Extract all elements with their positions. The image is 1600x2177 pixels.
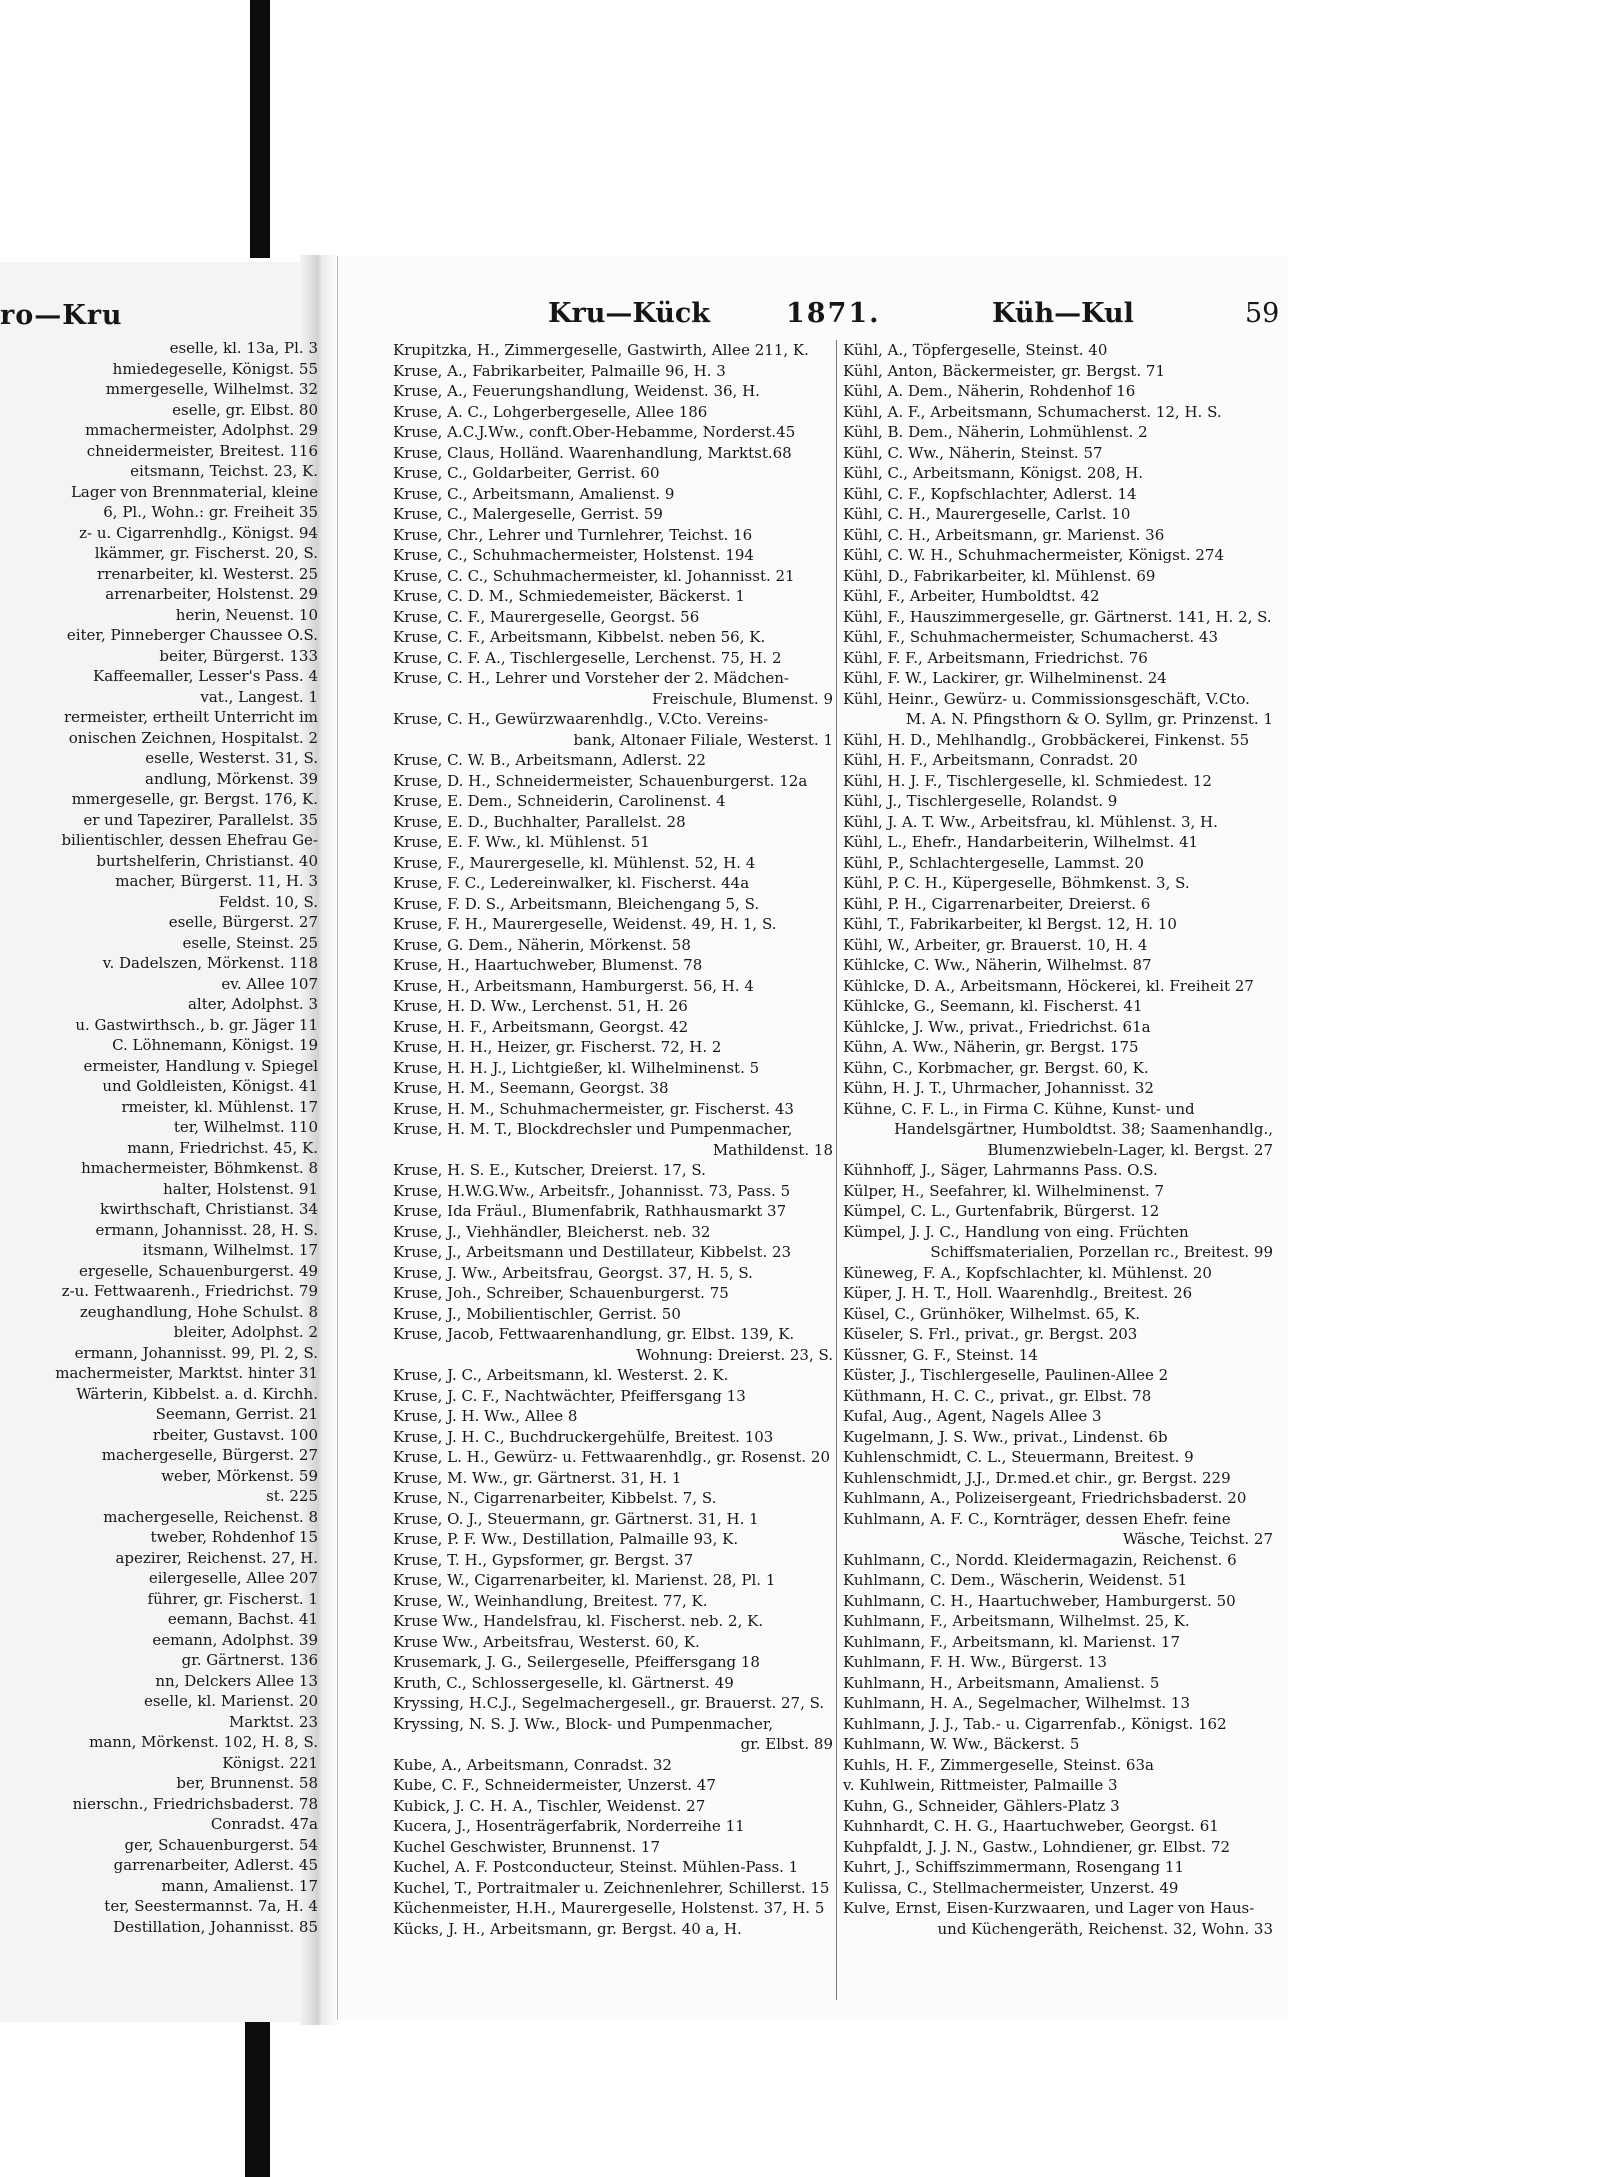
directory-entry: Kühl, D., Fabrikarbeiter, kl. Mühlenst. 69 xyxy=(843,566,1156,585)
running-head-middle: Kru—Kück xyxy=(548,298,710,329)
directory-entry: Kuchel, T., Portraitmaler u. Zeichnenlehrer, Schillerst. 15 xyxy=(393,1878,830,1897)
directory-entry: Kruse, Chr., Lehrer und Turnlehrer, Teichst. 16 xyxy=(393,525,753,544)
directory-entry: ter, Seestermannst. 7a, H. 4 xyxy=(104,1897,318,1915)
directory-entry: Kruse, C. F., Arbeitsmann, Kibbelst. neben 56, K. xyxy=(393,628,766,646)
directory-entry: Kühl, W., Arbeiter, gr. Brauerst. 10, H. 4 xyxy=(843,935,1148,954)
directory-entry: Kühl, H. D., Mehlhandlg., Grobbäckerei, Finkenst. 55 xyxy=(843,730,1250,749)
directory-entry: Feldst. 10, S. xyxy=(218,892,318,911)
directory-entry: und Goldleisten, Königst. 41 xyxy=(102,1077,318,1095)
directory-entry: M. A. N. Pfingsthorn & O. Syllm, gr. Prinzenst. 1 xyxy=(905,710,1273,728)
directory-column-middle xyxy=(393,340,833,1939)
directory-entry: Kühl, Heinr., Gewürz- u. Commissionsgeschäft, V.Cto. xyxy=(843,689,1250,708)
binding-strip-top xyxy=(250,0,270,258)
running-head-year: 1871. xyxy=(786,298,881,329)
directory-entry: Kruse, F., Maurergeselle, kl. Mühlenst. 52, H. 4 xyxy=(393,853,756,872)
directory-entry: Kruse, J. C. F., Nachtwächter, Pfeiffersgang 13 xyxy=(393,1386,746,1405)
directory-entry: Kühnhoff, J., Säger, Lahrmanns Pass. O.S. xyxy=(843,1161,1158,1179)
directory-entry: Kruse, O. J., Steuermann, gr. Gärtnerst. 31, H. 1 xyxy=(393,1509,759,1528)
directory-entry: Marktst. 23 xyxy=(229,1712,318,1731)
directory-entry: garrenarbeiter, Adlerst. 45 xyxy=(113,1856,318,1874)
left-page-header: ro—Kru xyxy=(0,300,123,331)
directory-entry: Kruse, C. D. M., Schmiedemeister, Bäckerst. 1 xyxy=(393,587,745,605)
directory-entry: Kühlcke, J. Ww., privat., Friedrichst. 61a xyxy=(843,1017,1151,1036)
directory-entry: Kühlcke, C. Ww., Näherin, Wilhelmst. 87 xyxy=(843,956,1152,974)
directory-entry: u. Gastwirthsch., b. gr. Jäger 11 xyxy=(75,1015,318,1034)
directory-entry: Kruse, A. C., Lohgerbergeselle, Allee 186 xyxy=(393,402,708,421)
directory-entry: Kühl, F., Schuhmachermeister, Schumacherst. 43 xyxy=(843,628,1219,646)
directory-entry: bilientischler, dessen Ehefrau Ge- xyxy=(61,831,318,849)
directory-entry: Lager von Brennmaterial, kleine xyxy=(70,482,318,501)
directory-entry: Handelsgärtner, Humboldtst. 38; Saamenhandlg., xyxy=(894,1120,1273,1138)
directory-entry: Freischule, Blumenst. 9 xyxy=(652,689,833,708)
directory-entry: Kuhlmann, F., Arbeitsmann, kl. Marienst. 17 xyxy=(843,1632,1181,1651)
directory-entry: ermann, Johannisst. 99, Pl. 2, S. xyxy=(74,1343,318,1362)
directory-entry: rrenarbeiter, kl. Westerst. 25 xyxy=(97,564,318,583)
directory-entry: Kühl, C. H., Arbeitsmann, gr. Marienst. 36 xyxy=(843,525,1165,544)
directory-entry: Kümpel, C. L., Gurtenfabrik, Bürgerst. 12 xyxy=(843,1202,1160,1220)
directory-entry: machergeselle, Reichenst. 8 xyxy=(103,1507,318,1526)
directory-column-right xyxy=(843,340,1273,1939)
directory-entry: eselle, Bürgerst. 27 xyxy=(168,913,318,931)
directory-entry: Kruse, A., Fabrikarbeiter, Palmaille 96, H. 3 xyxy=(393,361,726,380)
directory-entry: Kruse, C. H., Gewürzwaarenhdlg., V.Cto. Vereins- xyxy=(393,710,769,728)
directory-entry: Kruse, H. F., Arbeitsmann, Georgst. 42 xyxy=(393,1017,689,1036)
directory-entry: Kuhpfaldt, J. J. N., Gastw., Lohndiener, gr. Elbst. 72 xyxy=(843,1837,1231,1856)
directory-entry: bank, Altonaer Filiale, Westerst. 1 xyxy=(573,730,833,749)
directory-entry: Kühl, F., Arbeiter, Humboldtst. 42 xyxy=(843,587,1100,605)
directory-entry: Kulissa, C., Stellmachermeister, Unzerst. 49 xyxy=(843,1878,1179,1897)
directory-entry: Kruse, E. F. Ww., kl. Mühlenst. 51 xyxy=(393,833,650,851)
directory-entry: Kuhnhardt, C. H. G., Haartuchweber, Georgst. 61 xyxy=(843,1817,1219,1835)
directory-entry: Destillation, Johannisst. 85 xyxy=(113,1917,318,1936)
directory-entry: Kruse, M. Ww., gr. Gärtnerst. 31, H. 1 xyxy=(393,1468,682,1487)
directory-entry: Kuhn, G., Schneider, Gählers-Platz 3 xyxy=(843,1796,1120,1815)
directory-entry: eemann, Adolphst. 39 xyxy=(152,1630,318,1649)
left-page-column xyxy=(0,338,318,1937)
directory-entry: weber, Mörkenst. 59 xyxy=(161,1466,318,1485)
directory-entry: Kruse, H. D. Ww., Lerchenst. 51, H. 26 xyxy=(393,997,688,1015)
directory-entry: Kruse, C. W. B., Arbeitsmann, Adlerst. 22 xyxy=(393,751,706,769)
directory-entry: rermeister, ertheilt Unterricht im xyxy=(63,708,318,726)
directory-entry: eselle, gr. Elbst. 80 xyxy=(172,400,318,419)
directory-entry: halter, Holstenst. 91 xyxy=(163,1179,318,1198)
directory-entry: Krusemark, J. G., Seilergeselle, Pfeiffersgang 18 xyxy=(393,1653,760,1671)
directory-entry: Kruse, H. M., Seemann, Georgst. 38 xyxy=(393,1079,669,1097)
directory-entry: C. Löhnemann, Königst. 19 xyxy=(112,1036,318,1054)
directory-entry: Kühl, F. F., Arbeitsmann, Friedrichst. 76 xyxy=(843,648,1148,667)
directory-entry: Kruth, C., Schlossergeselle, kl. Gärtnerst. 49 xyxy=(393,1673,734,1692)
directory-entry: Blumenzwiebeln-Lager, kl. Bergst. 27 xyxy=(987,1140,1273,1159)
running-head-right: Küh—Kul xyxy=(992,298,1134,329)
directory-entry: Kruse, P. F. Ww., Destillation, Palmaille 93, K. xyxy=(393,1530,739,1548)
directory-entry: Kaffeemaller, Lesser's Pass. 4 xyxy=(93,667,318,685)
directory-entry: Kühl, T., Fabrikarbeiter, kl Bergst. 12, H. 10 xyxy=(843,915,1177,933)
directory-entry: v. Dadelszen, Mörkenst. 118 xyxy=(102,954,318,972)
directory-entry: mmergeselle, gr. Bergst. 176, K. xyxy=(71,790,318,808)
directory-entry: Kuchel Geschwister, Brunnenst. 17 xyxy=(393,1837,661,1856)
directory-entry: Kühl, J. A. T. Ww., Arbeitsfrau, kl. Mühlenst. 3, H. xyxy=(843,812,1218,831)
directory-entry: Kuhlmann, C. H., Haartuchweber, Hamburgerst. 50 xyxy=(843,1591,1236,1610)
directory-entry: Kühl, H. J. F., Tischlergeselle, kl. Schmiedest. 12 xyxy=(843,771,1212,790)
column-divider xyxy=(836,340,837,2000)
directory-entry: machergeselle, Bürgerst. 27 xyxy=(101,1446,318,1464)
directory-entry: v. Kuhlwein, Rittmeister, Palmaille 3 xyxy=(843,1776,1118,1794)
directory-entry: führer, gr. Fischerst. 1 xyxy=(147,1589,318,1608)
directory-entry: Kruse, H., Haartuchweber, Blumenst. 78 xyxy=(393,956,703,974)
directory-entry: mmergeselle, Wilhelmst. 32 xyxy=(105,380,318,398)
directory-entry: Kühl, P. C. H., Küpergeselle, Böhmkenst. 3, S. xyxy=(843,874,1190,892)
directory-entry: machermeister, Marktst. hinter 31 xyxy=(55,1364,318,1382)
directory-entry: nierschn., Friedrichsbaderst. 78 xyxy=(72,1794,318,1813)
directory-entry: Kuhlmann, A. F. C., Kornträger, dessen Ehefr. feine xyxy=(843,1509,1231,1528)
directory-entry: Kuhlenschmidt, C. L., Steuermann, Breitest. 9 xyxy=(843,1448,1194,1466)
directory-entry: hmachermeister, Böhmkenst. 8 xyxy=(81,1159,318,1177)
directory-entry: Kuhlmann, H. A., Segelmacher, Wilhelmst. 13 xyxy=(843,1694,1191,1712)
directory-entry: Kühn, A. Ww., Näherin, gr. Bergst. 175 xyxy=(843,1038,1139,1056)
directory-entry: Kruse, J., Arbeitsmann und Destillateur, Kibbelst. 23 xyxy=(393,1243,792,1261)
directory-entry: Kühl, P., Schlachtergeselle, Lammst. 20 xyxy=(843,853,1144,872)
directory-entry: Königst. 221 xyxy=(222,1753,318,1772)
directory-entry: Kruse, F. D. S., Arbeitsmann, Bleichengang 5, S. xyxy=(393,894,760,913)
directory-entry: eselle, kl. 13a, Pl. 3 xyxy=(169,339,318,357)
directory-entry: Kruse, E. D., Buchhalter, Parallelst. 28 xyxy=(393,812,686,831)
directory-entry: Kruse, T. H., Gypsformer, gr. Bergst. 37 xyxy=(393,1550,694,1569)
directory-entry: beiter, Bürgerst. 133 xyxy=(159,646,318,665)
directory-entry: st. 225 xyxy=(266,1487,318,1505)
directory-entry: Krupitzka, H., Zimmergeselle, Gastwirth, Allee 211, K. xyxy=(393,341,809,359)
directory-entry: Wärterin, Kibbelst. a. d. Kirchh. xyxy=(76,1384,318,1403)
directory-entry: Kühlcke, G., Seemann, kl. Fischerst. 41 xyxy=(843,997,1143,1015)
directory-entry: Kühl, A., Töpfergeselle, Steinst. 40 xyxy=(843,341,1108,359)
directory-entry: Kuhlmann, F., Arbeitsmann, Wilhelmst. 25, K. xyxy=(843,1612,1190,1630)
directory-entry: Kuhlmann, F. H. Ww., Bürgerst. 13 xyxy=(843,1653,1107,1671)
directory-entry: eiter, Pinneberger Chaussee O.S. xyxy=(66,626,318,644)
directory-entry: Kruse, E. Dem., Schneiderin, Carolinenst. 4 xyxy=(393,792,726,810)
directory-entry: Kruse, H. S. E., Kutscher, Dreierst. 17, S. xyxy=(393,1161,706,1179)
directory-entry: Küthmann, H. C. C., privat., gr. Elbst. 78 xyxy=(843,1386,1152,1405)
directory-entry: Kühl, F. W., Lackirer, gr. Wilhelminenst. 24 xyxy=(843,669,1167,687)
directory-entry: Wäsche, Teichst. 27 xyxy=(1122,1530,1273,1548)
directory-entry: herin, Neuenst. 10 xyxy=(175,605,318,624)
directory-entry: Kruse, C. H., Lehrer und Vorsteher der 2. Mädchen- xyxy=(393,669,789,687)
directory-entry: eitsmann, Teichst. 23, K. xyxy=(130,462,318,480)
directory-entry: vat., Langest. 1 xyxy=(200,687,318,706)
directory-entry: eselle, Steinst. 25 xyxy=(182,933,318,952)
directory-entry: mann, Mörkenst. 102, H. 8, S. xyxy=(89,1733,318,1751)
directory-entry: Kruse, W., Weinhandlung, Breitest. 77, K. xyxy=(393,1591,708,1610)
directory-entry: ergeselle, Schauenburgerst. 49 xyxy=(78,1261,318,1280)
directory-entry: Kruse, H., Arbeitsmann, Hamburgerst. 56, H. 4 xyxy=(393,976,754,995)
directory-entry: mmachermeister, Adolphst. 29 xyxy=(85,421,318,439)
directory-entry: Kühl, C., Arbeitsmann, Königst. 208, H. xyxy=(843,464,1143,482)
directory-entry: Kruse Ww., Arbeitsfrau, Westerst. 60, K. xyxy=(393,1632,700,1651)
directory-entry: Kruse, H.W.G.Ww., Arbeitsfr., Johannisst. 73, Pass. 5 xyxy=(393,1181,791,1200)
directory-entry: und Küchengeräth, Reichenst. 32, Wohn. 33 xyxy=(937,1919,1273,1938)
directory-entry: rmeister, kl. Mühlenst. 17 xyxy=(121,1097,318,1116)
directory-entry: eilergeselle, Allee 207 xyxy=(148,1569,318,1587)
directory-entry: Kühl, A. Dem., Näherin, Rohdenhof 16 xyxy=(843,382,1136,400)
directory-entry: Seemann, Gerrist. 21 xyxy=(155,1405,318,1423)
directory-entry: Kruse, H. M., Schuhmachermeister, gr. Fischerst. 43 xyxy=(393,1099,794,1118)
directory-entry: Kücks, J. H., Arbeitsmann, gr. Bergst. 40 a, H. xyxy=(393,1919,742,1938)
directory-entry: Kryssing, N. S. J. Ww., Block- und Pumpenmacher, xyxy=(393,1714,774,1733)
directory-entry: Kuhlmann, J. J., Tab.- u. Cigarrenfab., Königst. 162 xyxy=(843,1714,1227,1733)
directory-entry: Conradst. 47a xyxy=(210,1815,318,1833)
directory-entry: Kuhlmann, H., Arbeitsmann, Amalienst. 5 xyxy=(843,1673,1160,1692)
directory-entry: Küchenmeister, H.H., Maurergeselle, Holstenst. 37, H. 5 xyxy=(393,1899,825,1917)
directory-entry: Kühl, C. F., Kopfschlachter, Adlerst. 14 xyxy=(843,484,1137,503)
directory-entry: Kruse, F. C., Ledereinwalker, kl. Fischerst. 44a xyxy=(393,874,750,892)
directory-entry: Kuhlmann, C., Nordd. Kleidermagazin, Reichenst. 6 xyxy=(843,1550,1237,1569)
directory-entry: Kugelmann, J. S. Ww., privat., Lindenst. 6b xyxy=(843,1427,1168,1446)
directory-entry: Kruse, F. H., Maurergeselle, Weidenst. 49, H. 1, S. xyxy=(393,915,777,933)
directory-entry: Kruse, J. C., Arbeitsmann, kl. Westerst. 2. K. xyxy=(393,1366,729,1384)
directory-entry: Kruse, Ida Fräul., Blumenfabrik, Rathhausmarkt 37 xyxy=(393,1202,787,1220)
directory-entry: burtshelferin, Christianst. 40 xyxy=(96,851,318,870)
directory-entry: gr. Elbst. 89 xyxy=(740,1735,833,1753)
directory-entry: Kruse, J. H. C., Buchdruckergehülfe, Breitest. 103 xyxy=(393,1427,774,1446)
directory-entry: Schiffsmaterialien, Porzellan rc., Breitest. 99 xyxy=(930,1243,1273,1261)
directory-entry: Kruse, N., Cigarrenarbeiter, Kibbelst. 7, S. xyxy=(393,1489,717,1507)
directory-entry: Kühl, C. W. H., Schuhmachermeister, Königst. 274 xyxy=(843,546,1225,564)
directory-entry: Kruse, J. H. Ww., Allee 8 xyxy=(393,1407,578,1425)
directory-entry: Küster, J., Tischlergeselle, Paulinen-Allee 2 xyxy=(843,1366,1169,1384)
directory-entry: Kühl, L., Ehefr., Handarbeiterin, Wilhelmst. 41 xyxy=(843,833,1199,851)
directory-entry: Kruse, D. H., Schneidermeister, Schauenburgerst. 12a xyxy=(393,771,808,790)
background xyxy=(1287,0,1600,2177)
directory-entry: Kruse Ww., Handelsfrau, kl. Fischerst. neb. 2, K. xyxy=(393,1612,764,1630)
directory-entry: Kümpel, J. J. C., Handlung von eing. Früchten xyxy=(843,1222,1189,1241)
directory-entry: Küssner, G. F., Steinst. 14 xyxy=(843,1345,1038,1364)
directory-entry: Kruse, H. M. T., Blockdrechsler und Pumpenmacher, xyxy=(393,1120,793,1138)
directory-entry: Kuhls, H. F., Zimmergeselle, Steinst. 63a xyxy=(843,1755,1154,1774)
directory-entry: Kruse, C. C., Schuhmachermeister, kl. Johannisst. 21 xyxy=(393,566,795,585)
directory-entry: ber, Brunnenst. 58 xyxy=(176,1774,318,1792)
directory-entry: zeughandlung, Hohe Schulst. 8 xyxy=(79,1302,318,1321)
directory-entry: eemann, Bachst. 41 xyxy=(167,1610,318,1628)
directory-entry: Kruse, W., Cigarrenarbeiter, kl. Marienst. 28, Pl. 1 xyxy=(393,1571,776,1589)
directory-entry: Kuhlmann, C. Dem., Wäscherin, Weidenst. 51 xyxy=(843,1571,1188,1589)
directory-entry: Kruse, Joh., Schreiber, Schauenburgerst. 75 xyxy=(393,1284,729,1302)
directory-entry: ev. Allee 107 xyxy=(221,974,318,993)
directory-entry: Kühl, C. H., Maurergeselle, Carlst. 10 xyxy=(843,505,1131,523)
directory-entry: onischen Zeichnen, Hospitalst. 2 xyxy=(68,728,318,747)
directory-entry: Kruse, J., Viehhändler, Bleicherst. neb. 32 xyxy=(393,1222,711,1241)
directory-entry: Kühlcke, D. A., Arbeitsmann, Höckerei, kl. Freiheit 27 xyxy=(843,976,1254,995)
directory-entry: Kühl, F., Hauszimmergeselle, gr. Gärtnerst. 141, H. 2, S. xyxy=(843,607,1272,626)
directory-entry: ter, Wilhelmst. 110 xyxy=(173,1118,318,1136)
directory-entry: mann, Amalienst. 17 xyxy=(161,1876,318,1895)
directory-entry: bleiter, Adolphst. 2 xyxy=(173,1323,318,1341)
directory-entry: Kruse, J., Mobilientischler, Gerrist. 50 xyxy=(393,1304,681,1323)
directory-entry: er und Tapezirer, Parallelst. 35 xyxy=(83,810,318,829)
directory-entry: mann, Friedrichst. 45, K. xyxy=(127,1138,318,1157)
directory-entry: Wohnung: Dreierst. 23, S. xyxy=(636,1345,833,1364)
directory-entry: Kruse, C. F., Maurergeselle, Georgst. 56 xyxy=(393,607,700,626)
directory-entry: Kühl, H. F., Arbeitsmann, Conradst. 20 xyxy=(843,751,1138,769)
directory-entry: Kühl, C. Ww., Näherin, Steinst. 57 xyxy=(843,443,1103,462)
directory-entry: andlung, Mörkenst. 39 xyxy=(145,769,318,788)
directory-entry: Küsel, C., Grünhöker, Wilhelmst. 65, K. xyxy=(843,1304,1141,1323)
directory-entry: Kühne, C. F. L., in Firma C. Kühne, Kunst- und xyxy=(843,1099,1195,1118)
directory-entry: eselle, kl. Marienst. 20 xyxy=(143,1692,318,1710)
directory-entry: eselle, Westerst. 31, S. xyxy=(145,749,318,767)
directory-entry: Kruse, G. Dem., Näherin, Mörkenst. 58 xyxy=(393,935,691,954)
directory-entry: Kruse, A.C.J.Ww., conft.Ober-Hebamme, Norderst.45 xyxy=(393,423,796,441)
directory-entry: Küper, J. H. T., Holl. Waarenhdlg., Breitest. 26 xyxy=(843,1284,1193,1302)
directory-entry: ermeister, Handlung v. Spiegel xyxy=(83,1056,318,1075)
directory-entry: z-u. Fettwaarenh., Friedrichst. 79 xyxy=(61,1282,318,1300)
directory-entry: Kruse, Jacob, Fettwaarenhandlung, gr. Elbst. 139, K. xyxy=(393,1325,795,1343)
directory-entry: Kuhlmann, W. Ww., Bäckerst. 5 xyxy=(843,1735,1080,1753)
directory-entry: Külper, H., Seefahrer, kl. Wilhelminenst. 7 xyxy=(843,1181,1165,1200)
directory-entry: Kuhlenschmidt, J.J., Dr.med.et chir., gr. Bergst. 229 xyxy=(843,1468,1231,1487)
directory-entry: chneidermeister, Breitest. 116 xyxy=(86,441,318,460)
directory-entry: Kühl, A. F., Arbeitsmann, Schumacherst. 12, H. S. xyxy=(843,402,1222,421)
directory-entry: Kryssing, H.C.J., Segelmachergesell., gr. Brauerst. 27, S. xyxy=(393,1694,825,1712)
directory-entry: Kube, A., Arbeitsmann, Conradst. 32 xyxy=(393,1755,672,1774)
directory-entry: Kruse, C., Malergeselle, Gerrist. 59 xyxy=(393,505,663,523)
directory-entry: Kufal, Aug., Agent, Nagels Allee 3 xyxy=(843,1407,1102,1425)
directory-entry: z- u. Cigarrenhdlg., Königst. 94 xyxy=(79,523,318,542)
directory-entry: Kruse, H. H., Heizer, gr. Fischerst. 72, H. 2 xyxy=(393,1038,722,1056)
directory-entry: nn, Delckers Allee 13 xyxy=(155,1671,318,1690)
directory-entry: hmiedegeselle, Königst. 55 xyxy=(112,359,318,378)
directory-entry: Kruse, H. H. J., Lichtgießer, kl. Wilhelminenst. 5 xyxy=(393,1058,760,1077)
directory-entry: Kucera, J., Hosenträgerfabrik, Norderreihe 11 xyxy=(393,1817,745,1835)
directory-entry: Kühl, J., Tischlergeselle, Rolandst. 9 xyxy=(843,792,1118,810)
binding-strip-bottom xyxy=(245,2010,270,2177)
directory-entry: Kruse, C., Goldarbeiter, Gerrist. 60 xyxy=(393,464,660,482)
directory-entry: Kube, C. F., Schneidermeister, Unzerst. 47 xyxy=(393,1776,716,1794)
directory-entry: ermann, Johannisst. 28, H. S. xyxy=(95,1220,318,1239)
directory-entry: Kruse, L. H., Gewürz- u. Fettwaarenhdlg., gr. Rosenst. 20 xyxy=(393,1448,830,1466)
directory-entry: itsmann, Wilhelmst. 17 xyxy=(142,1241,318,1259)
directory-entry: Kruse, A., Feuerungshandlung, Weidenst. 36, H. xyxy=(393,382,760,400)
page-number: 59 xyxy=(1245,298,1280,329)
directory-entry: Küseler, S. Frl., privat., gr. Bergst. 203 xyxy=(843,1325,1138,1343)
directory-entry: rbeiter, Gustavst. 100 xyxy=(152,1425,318,1444)
directory-entry: Kubick, J. C. H. A., Tischler, Weidenst. 27 xyxy=(393,1796,706,1815)
directory-entry: Kuhlmann, A., Polizeisergeant, Friedrichsbaderst. 20 xyxy=(843,1489,1247,1507)
directory-entry: alter, Adolphst. 3 xyxy=(187,995,318,1013)
directory-entry: arrenarbeiter, Holstenst. 29 xyxy=(105,585,318,603)
directory-entry: Kruse, C., Schuhmachermeister, Holstenst. 194 xyxy=(393,546,754,564)
directory-entry: Kühn, C., Korbmacher, gr. Bergst. 60, K. xyxy=(843,1058,1149,1077)
directory-entry: 6, Pl., Wohn.: gr. Freiheit 35 xyxy=(103,503,318,521)
directory-entry: Küneweg, F. A., Kopfschlachter, kl. Mühlenst. 20 xyxy=(843,1263,1212,1282)
directory-entry: lkämmer, gr. Fischerst. 20, S. xyxy=(94,544,318,562)
directory-entry: Kuhrt, J., Schiffszimmermann, Rosengang 11 xyxy=(843,1858,1185,1876)
directory-entry: Kruse, C. F. A., Tischlergeselle, Lerchenst. 75, H. 2 xyxy=(393,648,782,667)
directory-entry: Kühl, B. Dem., Näherin, Lohmühlenst. 2 xyxy=(843,423,1148,441)
directory-entry: kwirthschaft, Christianst. 34 xyxy=(100,1200,318,1218)
directory-entry: Kruse, Claus, Holländ. Waarenhandlung, Marktst.68 xyxy=(393,443,792,462)
directory-entry: tweber, Rohdenhof 15 xyxy=(150,1528,318,1546)
directory-entry: Kühn, H. J. T., Uhrmacher, Johannisst. 32 xyxy=(843,1079,1154,1097)
directory-entry: Kruse, J. Ww., Arbeitsfrau, Georgst. 37, H. 5, S. xyxy=(393,1263,753,1282)
directory-entry: Mathildenst. 18 xyxy=(712,1140,833,1159)
directory-entry: Kühl, P. H., Cigarrenarbeiter, Dreierst. 6 xyxy=(843,894,1151,913)
directory-entry: Kuchel, A. F. Postconducteur, Steinst. Mühlen-Pass. 1 xyxy=(393,1858,799,1876)
directory-entry: macher, Bürgerst. 11, H. 3 xyxy=(115,872,318,890)
directory-entry: gr. Gärtnerst. 136 xyxy=(181,1651,318,1669)
directory-entry: Kühl, Anton, Bäckermeister, gr. Bergst. 71 xyxy=(843,361,1166,380)
directory-entry: Kulve, Ernst, Eisen-Kurzwaaren, und Lager von Haus- xyxy=(843,1899,1255,1917)
directory-entry: Kruse, C., Arbeitsmann, Amalienst. 9 xyxy=(393,484,675,503)
directory-entry: ger, Schauenburgerst. 54 xyxy=(124,1835,318,1854)
directory-entry: apezirer, Reichenst. 27, H. xyxy=(115,1548,318,1567)
